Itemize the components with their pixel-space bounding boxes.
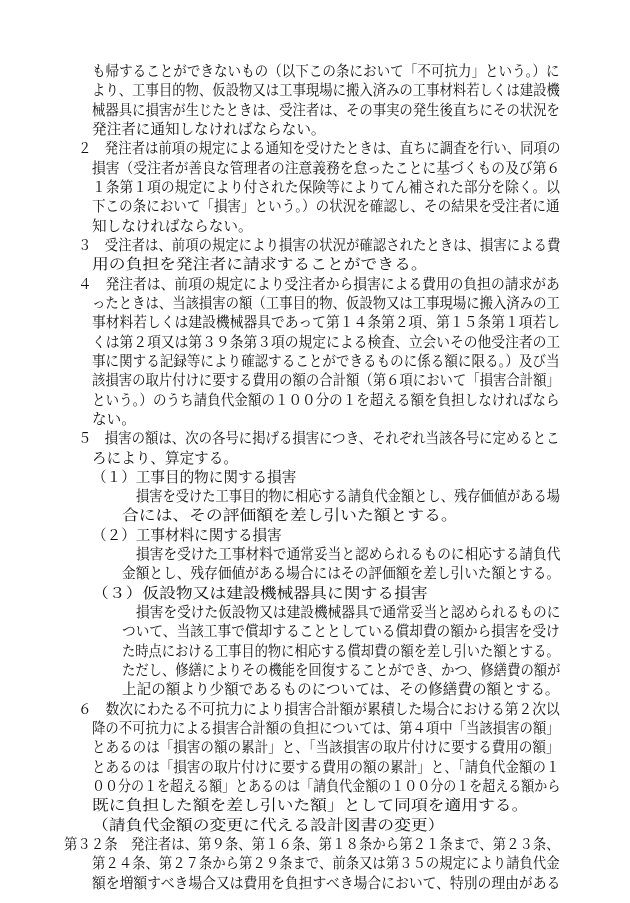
paragraph-5-start: ５ 損害の額は、次の各号に掲げる損害につき、それぞれ当該各号に定めるとこ bbox=[78, 430, 560, 448]
paragraph-3-start: ３ 受注者は、前項の規定により損害の状況が確認されたときは、損害による費 bbox=[78, 236, 561, 254]
text-line: ただし、修繕によりその機能を回復することができ、かつ、修繕費の額が bbox=[122, 662, 561, 680]
text-line: 損害を受けた仮設物又は建設機械器具で通常妥当と認められるものに bbox=[136, 604, 561, 622]
item-3-heading: （３）仮設物又は建設機械器具に関する損害 bbox=[92, 584, 428, 602]
text-line: ついて、当該工事で償却することとしている償却費の額から損害を受け bbox=[122, 623, 560, 641]
text-line: 合には、その評価額を差し引いた額とする。 bbox=[122, 507, 458, 525]
paragraph-2-start: ２ 発注者は前項の規定による通知を受けたときは、直ちに調査を行い、同項の bbox=[78, 140, 561, 158]
text-line: 下この条において「損害」という。）の状況を確認し、その結果を受注者に通 bbox=[92, 198, 560, 216]
text-line: 該損害の取片付けに要する費用の額の合計額（第６項において「損害合計額」 bbox=[92, 372, 560, 390]
text-line: とあるのは「損害の額の累計」と、「当該損害の取片付けに要する費用の額」 bbox=[92, 739, 560, 757]
text-line: 損害（受注者が善良な管理者の注意義務を怠ったことに基づくもの及び第６ bbox=[92, 159, 561, 177]
text-line: 用の負担を発注者に請求することができる。 bbox=[92, 256, 428, 274]
text-line: 第２４条、第２７条から第２９条まで、前条又は第３５の規定により請負代金 bbox=[92, 855, 560, 873]
paragraph-4-start: ４ 発注者は、前項の規定により受注者から損害による費用の負担の請求があ bbox=[78, 275, 560, 293]
text-line: 上記の額より少額であるものについては、その修繕費の額とする。 bbox=[122, 681, 560, 699]
text-line: 知しなければならない。 bbox=[92, 217, 253, 235]
text-line: 額を増額すべき場合又は費用を負担すべき場合において、特別の理由がある bbox=[92, 874, 561, 892]
item-2-heading: （２）工事材料に関する損害 bbox=[92, 526, 282, 544]
text-line: 降の不可抗力による損害合計額の負担については、第４項中「当該損害の額」 bbox=[92, 720, 560, 738]
paragraph-6-start: ６ 数次にわたる不可抗力により損害合計額が累積した場合における第２次以 bbox=[78, 700, 560, 718]
text-line: 金額とし、残存価値がある場合にはその評価額を差し引いた額とする。 bbox=[122, 565, 561, 583]
item-1-heading: （１）工事目的物に関する損害 bbox=[92, 468, 297, 486]
text-line: ったときは、当該損害の額（工事目的物、仮設物又は工事現場に搬入済みの工 bbox=[92, 294, 560, 312]
text-line: 事に関する記録等により確認することができるものに係る額に限る。）及び当 bbox=[92, 352, 560, 370]
text-line: より、工事目的物、仮設物又は工事現場に搬入済みの工事材料若しくは建設機 bbox=[92, 82, 560, 100]
text-line: ００分の１を超える額」とあるのは「請負代金額の１００分の１を超える額から bbox=[92, 778, 561, 796]
text-line: 損害を受けた工事材料で通常妥当と認められるものに相応する請負代 bbox=[136, 546, 561, 564]
text-line: 損害を受けた工事目的物に相応する請負代金額とし、残存価値がある場 bbox=[136, 488, 561, 506]
text-line: くは第２項又は第３９条第３項の規定による検査、立会いその他受注者の工 bbox=[92, 333, 561, 351]
text-line: 発注者に通知しなければならない。 bbox=[92, 120, 326, 138]
text-line: ろにより、算定する。 bbox=[92, 449, 238, 467]
text-line: ない。 bbox=[92, 410, 136, 428]
text-line: とあるのは「損害の取片付けに要する費用の額の累計」と、「請負代金額の１ bbox=[92, 758, 560, 776]
text-line: も帰することができないもの（以下この条において「不可抗力」という。）に bbox=[92, 63, 560, 80]
text-line: た時点における工事目的物に相応する償却費の額を差し引いた額とする。 bbox=[122, 642, 560, 660]
text-line: 械器具に損害が生じたときは、受注者は、その事実の発生後直ちにその状況を bbox=[92, 101, 560, 119]
text-line: 既に負担した額を差し引いた額」として同項を適用する。 bbox=[92, 797, 529, 815]
text-line: １条第１項の規定により付された保険等によりてん補された部分を除く。以 bbox=[92, 178, 560, 196]
article-caption: （請負代金額の変更に代える設計図書の変更） bbox=[92, 816, 445, 834]
article-32-heading: 第３２条 発注者は、第９条、第１６条、第１８条から第２１条まで、第２３条、 bbox=[64, 836, 560, 854]
text-line: 事材料若しくは建設機械器具であって第１４条第２項、第１５条第１項若し bbox=[92, 314, 561, 332]
text-line: という。）のうち請負代金額の１００分の１を超える額を負担しなければなら bbox=[92, 391, 560, 409]
